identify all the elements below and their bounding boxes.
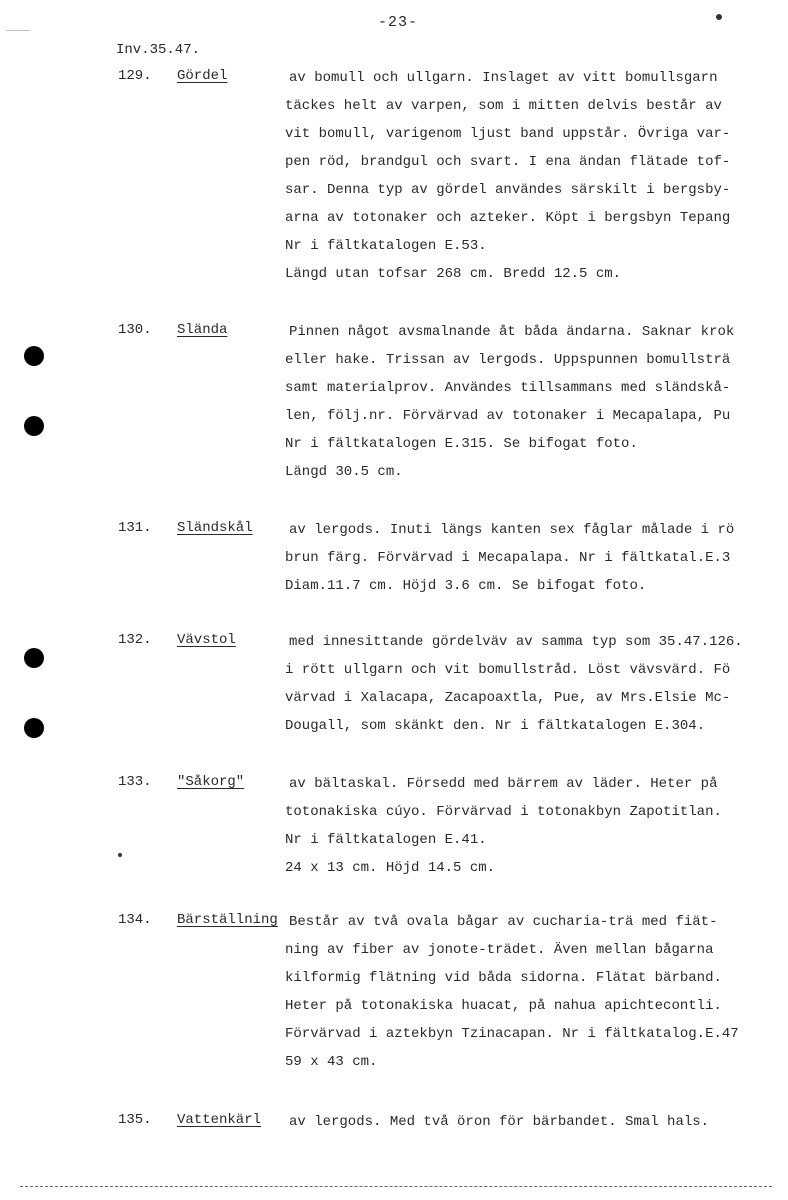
punch-hole [24, 416, 44, 436]
text-line: arna av totonaker och azteker. Köpt i bergsbyn Tepang [285, 210, 731, 226]
page-number: -23- [378, 14, 419, 31]
entry-text [285, 774, 755, 886]
text-line: brun färg. Förvärvad i Mecapalapa. Nr i fältkatal.E.3 [285, 550, 731, 566]
text-line: av lergods. Inuti längs kanten sex fåglar målade i rö [289, 522, 735, 538]
entry-label: Bärställning [177, 912, 278, 928]
text-line: sar. Denna typ av gördel användes särskilt i bergsby- [285, 182, 731, 198]
text-line: Längd 30.5 cm. [285, 464, 403, 480]
entry-text [285, 1112, 755, 1140]
corner-mark [6, 30, 30, 35]
text-line: Heter på totonakiska huacat, på nahua apichtecontli. [285, 998, 722, 1014]
text-line: 59 x 43 cm. [285, 1054, 378, 1070]
text-line: Längd utan tofsar 268 cm. Bredd 12.5 cm. [285, 266, 622, 282]
text-line: ning av fiber av jonote-trädet. Även mellan bågarna [285, 942, 714, 958]
text-line: värvad i Xalacapa, Zacapoaxtla, Pue, av Mrs.Elsie Mc- [285, 690, 731, 706]
punch-hole [24, 346, 44, 366]
text-line: samt materialprov. Användes tillsammans med sländskå- [285, 380, 731, 396]
text-line: Nr i fältkatalogen E.41. [285, 832, 487, 848]
text-line: Består av två ovala bågar av cucharia-trä med fiät- [289, 914, 718, 930]
text-line: av lergods. Med två öron för bärbandet. Smal hals. [289, 1114, 710, 1130]
entry-label: Vattenkärl [177, 1112, 262, 1128]
entry-number: 129. [118, 68, 152, 84]
text-line: pen röd, brandgul och svart. I ena ändan flätade tof- [285, 154, 731, 170]
punch-hole [24, 648, 44, 668]
entry-text [285, 68, 755, 292]
text-line: av bältaskal. Försedd med bärrem av läder. Heter på [289, 776, 718, 792]
entry-text [285, 632, 755, 744]
text-line: Diam.11.7 cm. Höjd 3.6 cm. Se bifogat foto. [285, 578, 647, 594]
entry-number: 134. [118, 912, 152, 928]
entry-text [285, 520, 755, 604]
entry-number: 130. [118, 322, 152, 338]
ink-dot [716, 14, 722, 20]
entry-label: Vävstol [177, 632, 236, 648]
entry-number: 133. [118, 774, 152, 790]
text-line: av bomull och ullgarn. Inslaget av vitt bomullsgarn [289, 70, 718, 86]
entry-label: Sländskål [177, 520, 253, 536]
ink-dot [118, 853, 122, 857]
text-line: Förvärvad i aztekbyn Tzinacapan. Nr i fältkatalog.E.47 [285, 1026, 739, 1042]
punch-hole [24, 718, 44, 738]
text-line: Pinnen något avsmalnande åt båda ändarna. Saknar krok [289, 324, 735, 340]
text-line: Dougall, som skänkt den. Nr i fältkatalogen E.304. [285, 718, 706, 734]
text-line: Nr i fältkatalogen E.53. [285, 238, 487, 254]
entry-number: 135. [118, 1112, 152, 1128]
entry-text [285, 322, 755, 490]
text-line: eller hake. Trissan av lergods. Uppspunnen bomullsträ [285, 352, 731, 368]
text-line: kilformig flätning vid båda sidorna. Flätat bärband. [285, 970, 722, 986]
text-line: i rött ullgarn och vit bomullstråd. Löst vävsvärd. Fö [285, 662, 731, 678]
bottom-rule [20, 1186, 772, 1187]
entry-label: Slända [177, 322, 228, 338]
entry-label: Gördel [177, 68, 228, 84]
entry-number: 132. [118, 632, 152, 648]
entry-text [285, 912, 755, 1080]
text-line: len, följ.nr. Förvärvad av totonaker i Mecapalapa, Pu [285, 408, 731, 424]
entry-label: "Såkorg" [177, 774, 245, 790]
entry-number: 131. [118, 520, 152, 536]
inventory-number: Inv.35.47. [116, 42, 201, 58]
text-line: 24 x 13 cm. Höjd 14.5 cm. [285, 860, 496, 876]
text-line: täckes helt av varpen, som i mitten delvis består av [285, 98, 722, 114]
text-line: totonakiska cúyo. Förvärvad i totonakbyn Zapotitlan. [285, 804, 722, 820]
text-line: Nr i fältkatalogen E.315. Se bifogat foto. [285, 436, 638, 452]
text-line: med innesittande gördelväv av samma typ som 35.47.126. [289, 634, 743, 650]
text-line: vit bomull, varigenom ljust band uppstår. Övriga var- [285, 126, 731, 142]
